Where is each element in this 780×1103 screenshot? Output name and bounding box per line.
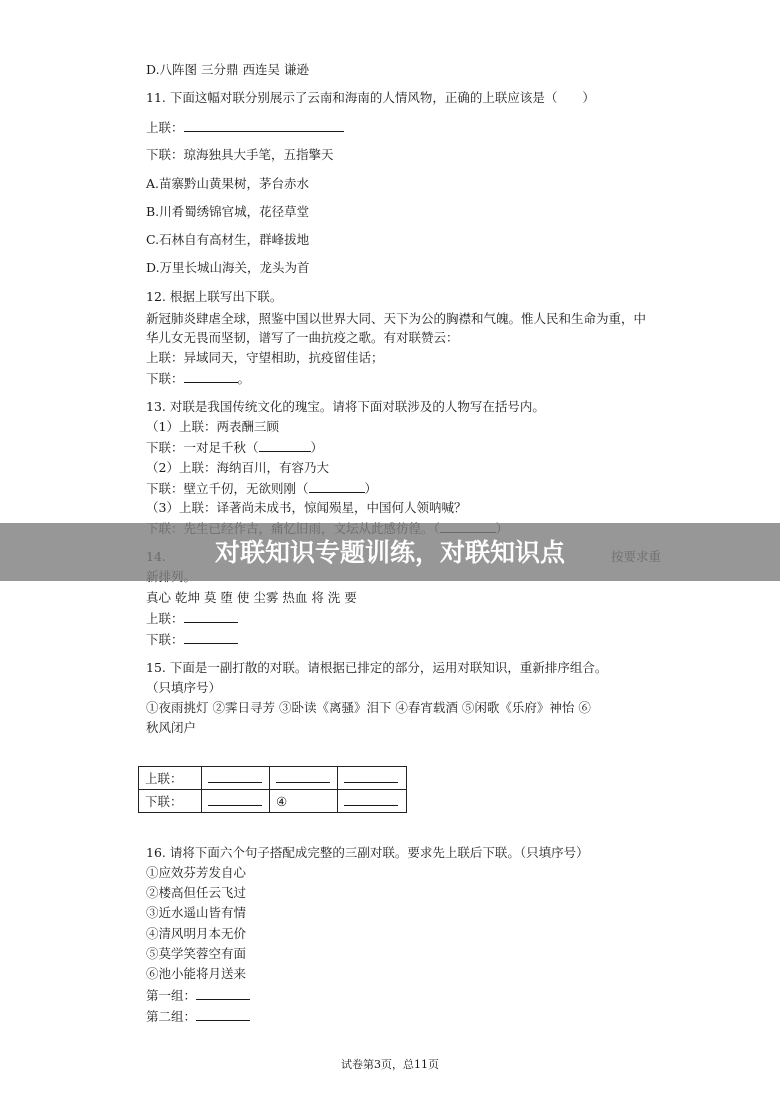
q15-stem: 15. 下面是一副打散的对联。请根据已排定的部分，运用对联知识，重新排序组合。 — [146, 660, 608, 675]
q16-group1-line — [146, 987, 250, 1004]
q15-upper-row — [139, 767, 407, 790]
q13-item1-lower — [146, 439, 323, 456]
q14-lower-line — [146, 631, 238, 648]
q16-item-3: ③近水遥山皆有情 — [146, 905, 247, 920]
q16-group2-label: 第二组： — [146, 1009, 197, 1024]
q13-item1-blank[interactable] — [259, 439, 311, 452]
q12-upper: 上联：异域同天，守望相助，抗疫留佳话； — [146, 350, 384, 365]
q16-group1-label: 第一组： — [146, 988, 197, 1003]
q11-answer-blank[interactable] — [184, 119, 344, 132]
q15-lower-row — [139, 790, 407, 813]
q16-item-4: ④清风明月本无价 — [146, 926, 247, 941]
q15-upper-cell-1[interactable] — [202, 767, 270, 790]
q16-stem: 16. 请将下面六个句子搭配成完整的三副对联。要求先上联后下联。（只填序号） — [146, 845, 589, 860]
q15-upper-cell-3[interactable] — [338, 767, 407, 790]
page-footer: 试卷第3页，总11页 — [341, 1058, 439, 1071]
q14-upper-line — [146, 610, 238, 627]
q11-upper-line — [146, 119, 344, 136]
q13-item2-close: ） — [364, 481, 378, 496]
q15-items-line1: ①夜雨挑灯 ②霁日寻芳 ③卧读《离骚》泪下 ④春宵载酒 ⑤闲歌《乐府》神怡 ⑥ — [146, 700, 591, 715]
q11-option-c[interactable]: C.石林自有高材生，群峰拔地 — [146, 232, 310, 247]
banner-title: 对联知识专题训练，对联知识点 — [214, 538, 565, 567]
q15-note: （只填序号） — [146, 680, 222, 695]
q16-group2-blank[interactable] — [196, 1008, 250, 1021]
q13-item2-blank[interactable] — [309, 480, 365, 493]
q16-group1-blank[interactable] — [196, 987, 250, 1000]
q16-item-1: ①应效芬芳发自心 — [146, 865, 247, 880]
q14-upper-blank[interactable] — [184, 610, 238, 623]
q15-lower-label: 下联： — [139, 790, 202, 813]
q13-item1-upper: （1）上联：两表酬三顾 — [146, 419, 279, 434]
q12-lower-line — [146, 370, 250, 387]
q13-item1-close: ） — [310, 440, 324, 455]
q14-upper-label: 上联： — [146, 611, 184, 626]
q12-stem: 12. 根据上联写出下联。 — [146, 289, 283, 304]
q10-option-d: D.八阵图 三分鼎 西连吴 谦逊 — [146, 62, 309, 77]
q15-lower-cell-given: ④ — [270, 790, 338, 813]
q14-lower-blank[interactable] — [184, 631, 238, 644]
q15-items-line2: 秋风闭户 — [146, 720, 197, 735]
q12-text: 新冠肺炎肆虐全球，照鉴中国以世界大同、天下为公的胸襟和气魄。惟人民和生命为重，中华儿女无畏而坚韧，谱写了一曲抗疫之歌。有对联赞云： — [146, 311, 647, 345]
q15-answer-table — [138, 766, 407, 813]
q13-stem: 13. 对联是我国传统文化的瑰宝。请将下面对联涉及的人物写在括号内。 — [146, 399, 545, 414]
q11-option-d[interactable]: D.万里长城山海关，龙头为首 — [146, 260, 310, 275]
q11-stem: 11. 下面这幅对联分别展示了云南和海南的人情风物，正确的上联应该是（ ） — [146, 90, 595, 105]
q13-item3-upper: （3）上联：译著尚未成书，惊闻殒星，中国何人领呐喊？ — [146, 500, 467, 515]
q15-upper-label: 上联： — [139, 767, 202, 790]
q13-item2-lower — [146, 480, 377, 497]
q16-group2-line — [146, 1008, 250, 1025]
q13-item1-lower-text: 下联：一对足千秋（ — [146, 440, 259, 455]
q16-item-6: ⑥池小能将月送来 — [146, 966, 247, 981]
q12-answer-blank[interactable] — [184, 370, 238, 383]
q13-item2-upper: （2）上联：海纳百川，有容乃大 — [146, 460, 329, 475]
q11-upper-label: 上联： — [146, 120, 184, 135]
q15-upper-cell-2[interactable] — [270, 767, 338, 790]
q12-lower-label: 下联： — [146, 371, 184, 386]
q14-words: 真心 乾坤 莫 堕 使 尘雾 热血 将 洗 要 — [146, 590, 357, 605]
q15-lower-cell-3[interactable] — [338, 790, 407, 813]
q16-item-5: ⑤莫学笑蓉空有面 — [146, 946, 247, 961]
q15-lower-cell-1[interactable] — [202, 790, 270, 813]
q11-lower: 下联：琼海独具大手笔，五指擎天 — [146, 147, 334, 162]
q11-option-b[interactable]: B.川肴蜀绣锦官城，花径草堂 — [146, 204, 310, 219]
q13-item2-lower-text: 下联：壁立千仞，无欲则刚（ — [146, 481, 309, 496]
q16-item-2: ②楼高但任云飞过 — [146, 885, 247, 900]
q11-option-a[interactable]: A.苗寨黔山黄果树，茅台赤水 — [146, 176, 310, 191]
q14-lower-label: 下联： — [146, 632, 184, 647]
q12-lower-end: 。 — [237, 371, 251, 386]
